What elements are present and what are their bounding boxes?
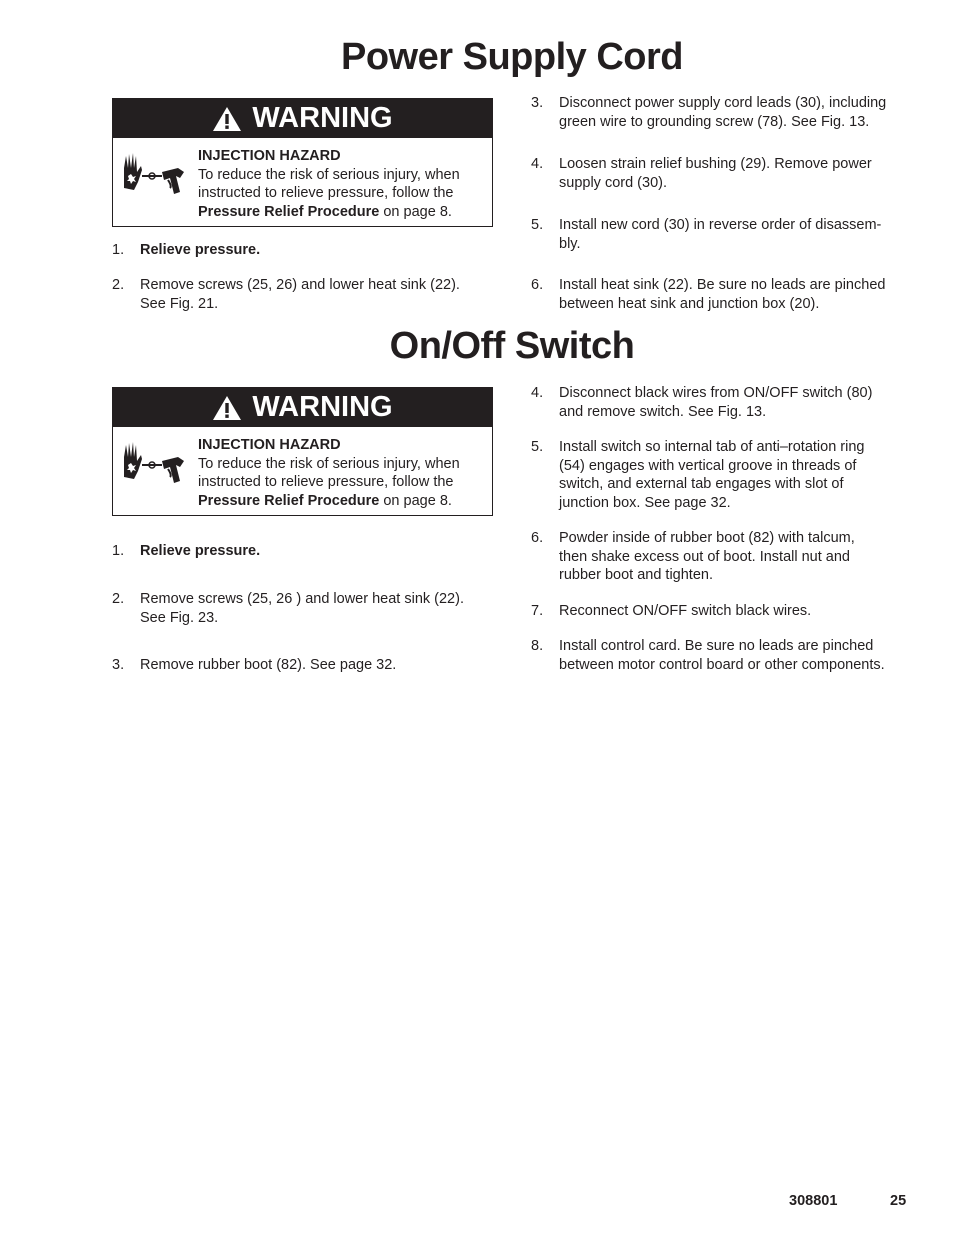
step-text: See Fig. 23. bbox=[140, 610, 219, 626]
pressure-relief-link: Pressure Relief Procedure bbox=[198, 203, 380, 220]
step-number: 5. bbox=[531, 439, 544, 455]
step-text: (54) engages with vertical groove in threads of bbox=[559, 457, 857, 474]
warning-triangle-icon bbox=[212, 106, 242, 132]
hazard-title: INJECTION HAZARD bbox=[198, 437, 341, 453]
section-title-power-supply-cord: Power Supply Cord bbox=[341, 36, 683, 78]
step-text: rubber boot and tighten. bbox=[559, 567, 713, 583]
step-number: 4. bbox=[531, 385, 544, 401]
injection-hazard-icon bbox=[118, 148, 188, 196]
warning-triangle-icon bbox=[212, 395, 242, 421]
step-number: 1. bbox=[112, 242, 125, 258]
step-number: 6. bbox=[531, 277, 544, 293]
step-text: Disconnect black wires from ON/OFF switch (80) bbox=[559, 385, 873, 401]
warning-text bbox=[198, 147, 488, 221]
section-title-on-off-switch: On/Off Switch bbox=[389, 325, 635, 367]
step-text: green wire to grounding screw (78). See Fig. 13. bbox=[559, 114, 870, 130]
step-text: and remove switch. See Fig. 13. bbox=[559, 404, 767, 420]
step-text: Powder inside of rubber boot (82) with talcum, bbox=[559, 530, 855, 546]
step-text: See Fig. 21. bbox=[140, 296, 219, 312]
warning-text-before: To reduce the risk of serious injury, when instructed to relieve pressure, follow the bbox=[198, 166, 460, 201]
page-number: 25 bbox=[890, 1193, 907, 1209]
step-number: 4. bbox=[531, 156, 544, 172]
warning-text-before: To reduce the risk of serious injury, when instructed to relieve pressure, follow the bbox=[198, 455, 460, 490]
step-text: Disconnect power supply cord leads (30), including bbox=[559, 95, 887, 111]
step-text: bly. bbox=[559, 236, 581, 252]
step-text: then shake excess out of boot. Install nut and bbox=[559, 548, 850, 565]
step-number: 5. bbox=[531, 217, 544, 233]
step-text: Loosen strain relief bushing (29). Remove power bbox=[559, 156, 872, 172]
warning-text-after: on page 8. bbox=[379, 203, 452, 220]
step-number: 2. bbox=[112, 277, 125, 293]
warning-box bbox=[112, 387, 493, 516]
step-text: Relieve pressure. bbox=[140, 543, 261, 559]
doc-number: 308801 bbox=[789, 1193, 838, 1209]
step-number: 3. bbox=[112, 657, 125, 673]
step-number: 2. bbox=[112, 591, 125, 607]
step-text: Remove rubber boot (82). See page 32. bbox=[140, 657, 397, 673]
step-number: 6. bbox=[531, 530, 544, 546]
step-text: between motor control board or other components. bbox=[559, 657, 885, 673]
step-number: 3. bbox=[531, 95, 544, 111]
warning-header bbox=[113, 388, 492, 427]
step-text: junction box. See page 32. bbox=[559, 494, 731, 511]
step-text: supply cord (30). bbox=[559, 175, 667, 191]
step-text: Relieve pressure. bbox=[140, 242, 261, 258]
warning-label: WARNING bbox=[252, 102, 393, 134]
step-number: 1. bbox=[112, 543, 125, 559]
step-text: Install switch so internal tab of anti–rotation ring bbox=[559, 439, 865, 455]
hazard-title: INJECTION HAZARD bbox=[198, 148, 341, 164]
pressure-relief-link: Pressure Relief Procedure bbox=[198, 492, 380, 509]
step-text: switch, and external tab engages with slot of bbox=[559, 476, 844, 492]
step-text: Remove screws (25, 26 ) and lower heat sink (22). bbox=[140, 591, 464, 607]
warning-text bbox=[198, 436, 488, 510]
step-text: Remove screws (25, 26) and lower heat sink (22). bbox=[140, 277, 460, 293]
step-text: Install new cord (30) in reverse order of disassem- bbox=[559, 217, 882, 233]
step-text: Reconnect ON/OFF switch black wires. bbox=[559, 603, 812, 619]
step-text: Install heat sink (22). Be sure no leads are pinched bbox=[559, 277, 886, 293]
warning-box bbox=[112, 98, 493, 227]
warning-header bbox=[113, 99, 492, 138]
injection-hazard-icon bbox=[118, 437, 188, 485]
step-text: between heat sink and junction box (20). bbox=[559, 296, 820, 312]
step-text: Install control card. Be sure no leads are pinched bbox=[559, 638, 874, 654]
step-number: 8. bbox=[531, 638, 544, 654]
warning-label: WARNING bbox=[252, 391, 393, 423]
warning-text-after: on page 8. bbox=[379, 492, 452, 509]
step-number: 7. bbox=[531, 603, 544, 619]
